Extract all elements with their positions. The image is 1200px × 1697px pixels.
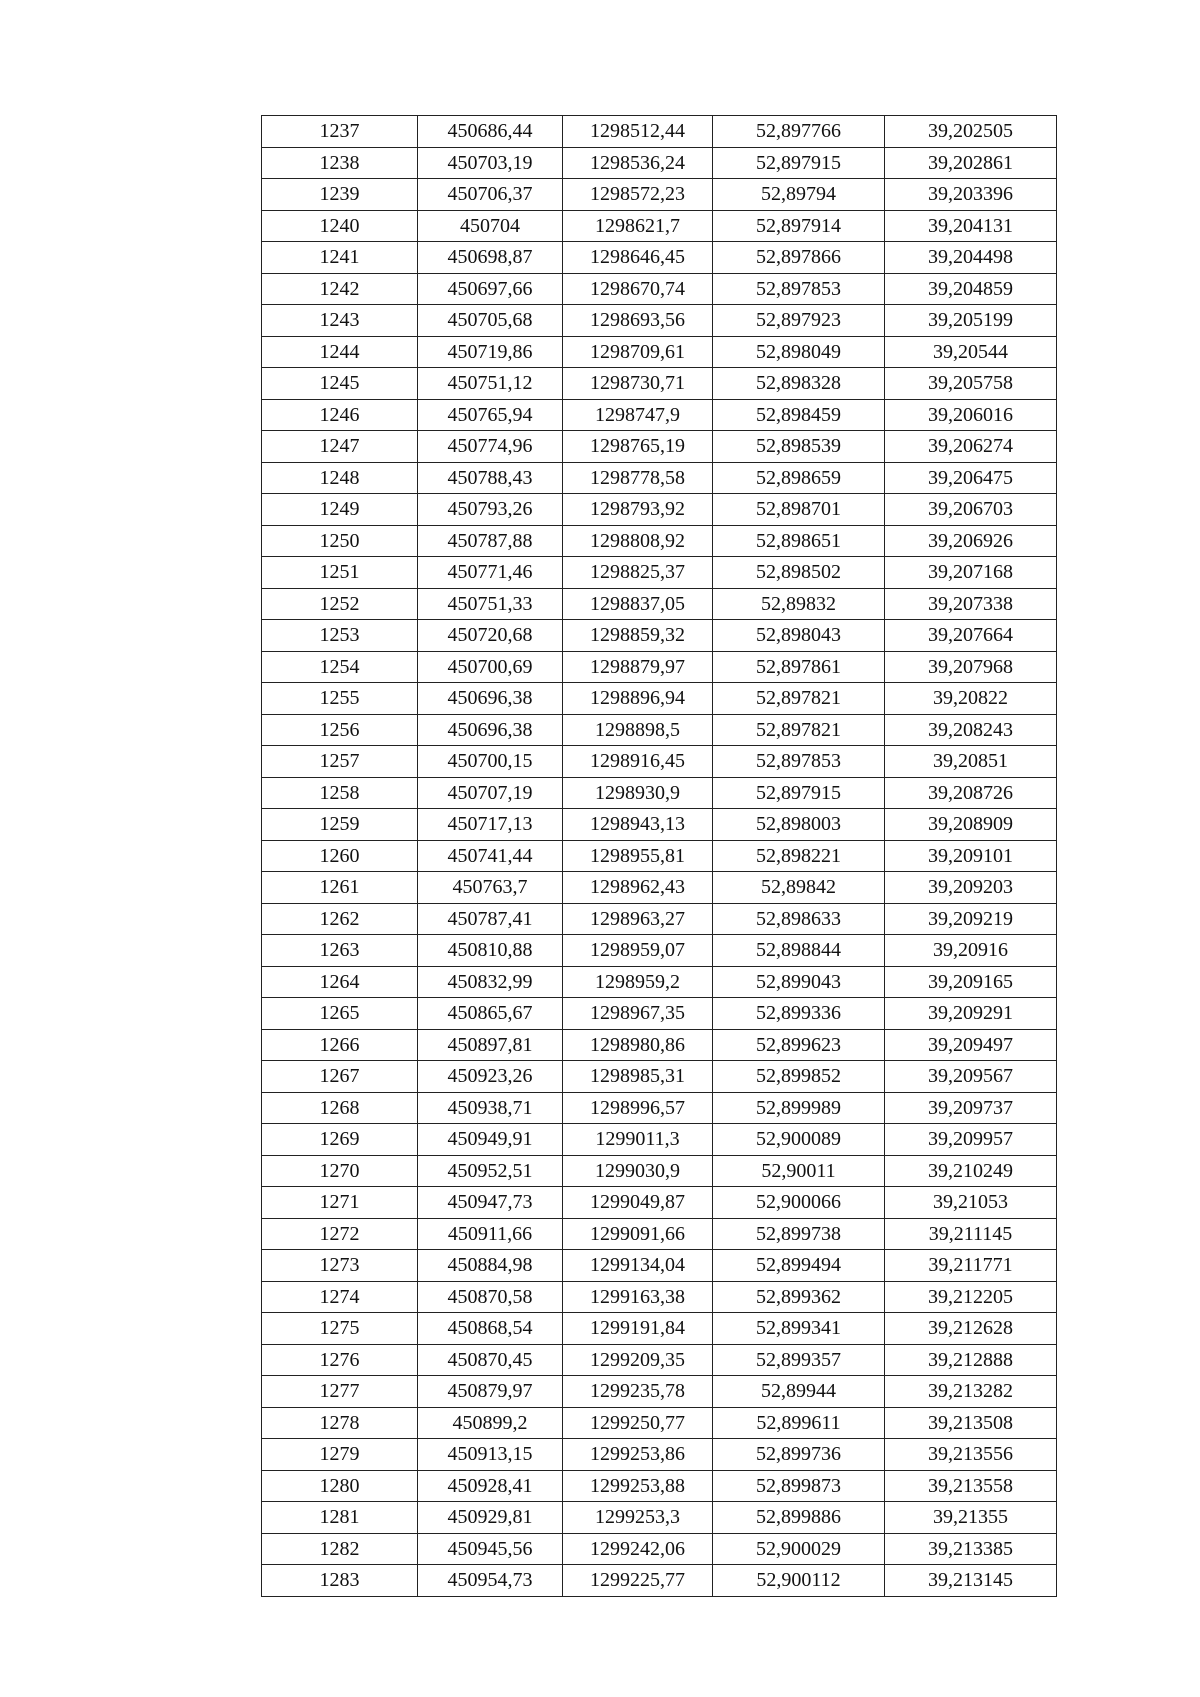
table-row bbox=[262, 1407, 1057, 1439]
x-coordinate-cell: 450793,26 bbox=[418, 494, 563, 526]
x-coordinate-cell: 450700,15 bbox=[418, 746, 563, 778]
longitude-cell: 39,207664 bbox=[885, 620, 1057, 652]
y-coordinate-cell: 1299163,38 bbox=[563, 1281, 713, 1313]
y-coordinate-cell: 1298967,35 bbox=[563, 998, 713, 1030]
table-row bbox=[262, 1281, 1057, 1313]
x-coordinate-cell: 450719,86 bbox=[418, 336, 563, 368]
point-number-cell: 1253 bbox=[262, 620, 418, 652]
latitude-cell: 52,897766 bbox=[713, 116, 885, 148]
latitude-cell: 52,897821 bbox=[713, 683, 885, 715]
y-coordinate-cell: 1298879,97 bbox=[563, 651, 713, 683]
table-row bbox=[262, 935, 1057, 967]
y-coordinate-cell: 1298963,27 bbox=[563, 903, 713, 935]
y-coordinate-cell: 1299209,35 bbox=[563, 1344, 713, 1376]
table-row bbox=[262, 683, 1057, 715]
y-coordinate-cell: 1298709,61 bbox=[563, 336, 713, 368]
x-coordinate-cell: 450928,41 bbox=[418, 1470, 563, 1502]
longitude-cell: 39,208909 bbox=[885, 809, 1057, 841]
x-coordinate-cell: 450751,12 bbox=[418, 368, 563, 400]
point-number-cell: 1256 bbox=[262, 714, 418, 746]
latitude-cell: 52,900112 bbox=[713, 1565, 885, 1597]
y-coordinate-cell: 1298646,45 bbox=[563, 242, 713, 274]
latitude-cell: 52,900066 bbox=[713, 1187, 885, 1219]
table-row bbox=[262, 147, 1057, 179]
table-row bbox=[262, 1029, 1057, 1061]
x-coordinate-cell: 450938,71 bbox=[418, 1092, 563, 1124]
point-number-cell: 1247 bbox=[262, 431, 418, 463]
latitude-cell: 52,898844 bbox=[713, 935, 885, 967]
longitude-cell: 39,209291 bbox=[885, 998, 1057, 1030]
point-number-cell: 1237 bbox=[262, 116, 418, 148]
point-number-cell: 1282 bbox=[262, 1533, 418, 1565]
longitude-cell: 39,208243 bbox=[885, 714, 1057, 746]
point-number-cell: 1271 bbox=[262, 1187, 418, 1219]
table-row bbox=[262, 1124, 1057, 1156]
table-row bbox=[262, 462, 1057, 494]
longitude-cell: 39,202861 bbox=[885, 147, 1057, 179]
x-coordinate-cell: 450787,88 bbox=[418, 525, 563, 557]
longitude-cell: 39,209101 bbox=[885, 840, 1057, 872]
point-number-cell: 1267 bbox=[262, 1061, 418, 1093]
y-coordinate-cell: 1298621,7 bbox=[563, 210, 713, 242]
longitude-cell: 39,212628 bbox=[885, 1313, 1057, 1345]
point-number-cell: 1281 bbox=[262, 1502, 418, 1534]
longitude-cell: 39,20544 bbox=[885, 336, 1057, 368]
x-coordinate-cell: 450765,94 bbox=[418, 399, 563, 431]
latitude-cell: 52,899989 bbox=[713, 1092, 885, 1124]
longitude-cell: 39,213282 bbox=[885, 1376, 1057, 1408]
longitude-cell: 39,207168 bbox=[885, 557, 1057, 589]
table-row bbox=[262, 1502, 1057, 1534]
x-coordinate-cell: 450696,38 bbox=[418, 714, 563, 746]
longitude-cell: 39,203396 bbox=[885, 179, 1057, 211]
y-coordinate-cell: 1298670,74 bbox=[563, 273, 713, 305]
y-coordinate-cell: 1298793,92 bbox=[563, 494, 713, 526]
table-row bbox=[262, 1187, 1057, 1219]
y-coordinate-cell: 1299091,66 bbox=[563, 1218, 713, 1250]
longitude-cell: 39,209165 bbox=[885, 966, 1057, 998]
point-number-cell: 1275 bbox=[262, 1313, 418, 1345]
x-coordinate-cell: 450787,41 bbox=[418, 903, 563, 935]
y-coordinate-cell: 1298930,9 bbox=[563, 777, 713, 809]
latitude-cell: 52,897915 bbox=[713, 777, 885, 809]
coordinates-table-body bbox=[262, 116, 1057, 1597]
longitude-cell: 39,209567 bbox=[885, 1061, 1057, 1093]
point-number-cell: 1266 bbox=[262, 1029, 418, 1061]
point-number-cell: 1277 bbox=[262, 1376, 418, 1408]
y-coordinate-cell: 1298765,19 bbox=[563, 431, 713, 463]
longitude-cell: 39,212888 bbox=[885, 1344, 1057, 1376]
y-coordinate-cell: 1298955,81 bbox=[563, 840, 713, 872]
longitude-cell: 39,206274 bbox=[885, 431, 1057, 463]
point-number-cell: 1255 bbox=[262, 683, 418, 715]
point-number-cell: 1273 bbox=[262, 1250, 418, 1282]
point-number-cell: 1245 bbox=[262, 368, 418, 400]
point-number-cell: 1264 bbox=[262, 966, 418, 998]
latitude-cell: 52,898221 bbox=[713, 840, 885, 872]
y-coordinate-cell: 1299253,3 bbox=[563, 1502, 713, 1534]
x-coordinate-cell: 450771,46 bbox=[418, 557, 563, 589]
latitude-cell: 52,899623 bbox=[713, 1029, 885, 1061]
longitude-cell: 39,209203 bbox=[885, 872, 1057, 904]
point-number-cell: 1250 bbox=[262, 525, 418, 557]
y-coordinate-cell: 1298959,2 bbox=[563, 966, 713, 998]
table-row bbox=[262, 1092, 1057, 1124]
longitude-cell: 39,206926 bbox=[885, 525, 1057, 557]
table-row bbox=[262, 1344, 1057, 1376]
y-coordinate-cell: 1299134,04 bbox=[563, 1250, 713, 1282]
point-number-cell: 1261 bbox=[262, 872, 418, 904]
table-row bbox=[262, 620, 1057, 652]
latitude-cell: 52,89944 bbox=[713, 1376, 885, 1408]
y-coordinate-cell: 1298837,05 bbox=[563, 588, 713, 620]
latitude-cell: 52,899341 bbox=[713, 1313, 885, 1345]
longitude-cell: 39,211145 bbox=[885, 1218, 1057, 1250]
latitude-cell: 52,899494 bbox=[713, 1250, 885, 1282]
longitude-cell: 39,213556 bbox=[885, 1439, 1057, 1471]
point-number-cell: 1241 bbox=[262, 242, 418, 274]
table-row bbox=[262, 273, 1057, 305]
longitude-cell: 39,21355 bbox=[885, 1502, 1057, 1534]
table-row bbox=[262, 998, 1057, 1030]
x-coordinate-cell: 450954,73 bbox=[418, 1565, 563, 1597]
latitude-cell: 52,898539 bbox=[713, 431, 885, 463]
latitude-cell: 52,89794 bbox=[713, 179, 885, 211]
y-coordinate-cell: 1298959,07 bbox=[563, 935, 713, 967]
x-coordinate-cell: 450947,73 bbox=[418, 1187, 563, 1219]
point-number-cell: 1276 bbox=[262, 1344, 418, 1376]
longitude-cell: 39,209219 bbox=[885, 903, 1057, 935]
table-row bbox=[262, 1470, 1057, 1502]
x-coordinate-cell: 450899,2 bbox=[418, 1407, 563, 1439]
table-row bbox=[262, 525, 1057, 557]
point-number-cell: 1274 bbox=[262, 1281, 418, 1313]
x-coordinate-cell: 450945,56 bbox=[418, 1533, 563, 1565]
point-number-cell: 1278 bbox=[262, 1407, 418, 1439]
table-row bbox=[262, 746, 1057, 778]
y-coordinate-cell: 1299030,9 bbox=[563, 1155, 713, 1187]
longitude-cell: 39,20822 bbox=[885, 683, 1057, 715]
table-row bbox=[262, 179, 1057, 211]
x-coordinate-cell: 450720,68 bbox=[418, 620, 563, 652]
latitude-cell: 52,899886 bbox=[713, 1502, 885, 1534]
y-coordinate-cell: 1299235,78 bbox=[563, 1376, 713, 1408]
point-number-cell: 1238 bbox=[262, 147, 418, 179]
latitude-cell: 52,898459 bbox=[713, 399, 885, 431]
latitude-cell: 52,898659 bbox=[713, 462, 885, 494]
x-coordinate-cell: 450832,99 bbox=[418, 966, 563, 998]
longitude-cell: 39,211771 bbox=[885, 1250, 1057, 1282]
longitude-cell: 39,204131 bbox=[885, 210, 1057, 242]
y-coordinate-cell: 1298572,23 bbox=[563, 179, 713, 211]
latitude-cell: 52,899336 bbox=[713, 998, 885, 1030]
latitude-cell: 52,898651 bbox=[713, 525, 885, 557]
latitude-cell: 52,897866 bbox=[713, 242, 885, 274]
longitude-cell: 39,205758 bbox=[885, 368, 1057, 400]
point-number-cell: 1270 bbox=[262, 1155, 418, 1187]
latitude-cell: 52,899736 bbox=[713, 1439, 885, 1471]
table-row bbox=[262, 1565, 1057, 1597]
table-row bbox=[262, 1061, 1057, 1093]
latitude-cell: 52,900089 bbox=[713, 1124, 885, 1156]
point-number-cell: 1262 bbox=[262, 903, 418, 935]
x-coordinate-cell: 450707,19 bbox=[418, 777, 563, 809]
point-number-cell: 1257 bbox=[262, 746, 418, 778]
point-number-cell: 1258 bbox=[262, 777, 418, 809]
table-row bbox=[262, 1439, 1057, 1471]
latitude-cell: 52,897915 bbox=[713, 147, 885, 179]
x-coordinate-cell: 450911,66 bbox=[418, 1218, 563, 1250]
point-number-cell: 1254 bbox=[262, 651, 418, 683]
latitude-cell: 52,898049 bbox=[713, 336, 885, 368]
y-coordinate-cell: 1298512,44 bbox=[563, 116, 713, 148]
table-row bbox=[262, 966, 1057, 998]
y-coordinate-cell: 1298747,9 bbox=[563, 399, 713, 431]
longitude-cell: 39,213508 bbox=[885, 1407, 1057, 1439]
y-coordinate-cell: 1298536,24 bbox=[563, 147, 713, 179]
latitude-cell: 52,897853 bbox=[713, 746, 885, 778]
point-number-cell: 1251 bbox=[262, 557, 418, 589]
longitude-cell: 39,206016 bbox=[885, 399, 1057, 431]
table-row bbox=[262, 1313, 1057, 1345]
x-coordinate-cell: 450865,67 bbox=[418, 998, 563, 1030]
y-coordinate-cell: 1298898,5 bbox=[563, 714, 713, 746]
table-row bbox=[262, 1250, 1057, 1282]
y-coordinate-cell: 1298730,71 bbox=[563, 368, 713, 400]
y-coordinate-cell: 1298859,32 bbox=[563, 620, 713, 652]
point-number-cell: 1240 bbox=[262, 210, 418, 242]
latitude-cell: 52,90011 bbox=[713, 1155, 885, 1187]
x-coordinate-cell: 450705,68 bbox=[418, 305, 563, 337]
latitude-cell: 52,897821 bbox=[713, 714, 885, 746]
latitude-cell: 52,899873 bbox=[713, 1470, 885, 1502]
longitude-cell: 39,205199 bbox=[885, 305, 1057, 337]
longitude-cell: 39,206703 bbox=[885, 494, 1057, 526]
longitude-cell: 39,208726 bbox=[885, 777, 1057, 809]
y-coordinate-cell: 1298693,56 bbox=[563, 305, 713, 337]
table-row bbox=[262, 399, 1057, 431]
x-coordinate-cell: 450774,96 bbox=[418, 431, 563, 463]
point-number-cell: 1246 bbox=[262, 399, 418, 431]
latitude-cell: 52,898043 bbox=[713, 620, 885, 652]
x-coordinate-cell: 450923,26 bbox=[418, 1061, 563, 1093]
table-row bbox=[262, 305, 1057, 337]
latitude-cell: 52,898003 bbox=[713, 809, 885, 841]
latitude-cell: 52,898328 bbox=[713, 368, 885, 400]
latitude-cell: 52,899357 bbox=[713, 1344, 885, 1376]
x-coordinate-cell: 450698,87 bbox=[418, 242, 563, 274]
latitude-cell: 52,89842 bbox=[713, 872, 885, 904]
longitude-cell: 39,209737 bbox=[885, 1092, 1057, 1124]
table-row bbox=[262, 1155, 1057, 1187]
x-coordinate-cell: 450897,81 bbox=[418, 1029, 563, 1061]
latitude-cell: 52,898701 bbox=[713, 494, 885, 526]
x-coordinate-cell: 450879,97 bbox=[418, 1376, 563, 1408]
x-coordinate-cell: 450741,44 bbox=[418, 840, 563, 872]
point-number-cell: 1243 bbox=[262, 305, 418, 337]
point-number-cell: 1269 bbox=[262, 1124, 418, 1156]
latitude-cell: 52,899852 bbox=[713, 1061, 885, 1093]
latitude-cell: 52,900029 bbox=[713, 1533, 885, 1565]
y-coordinate-cell: 1299011,3 bbox=[563, 1124, 713, 1156]
longitude-cell: 39,204859 bbox=[885, 273, 1057, 305]
point-number-cell: 1259 bbox=[262, 809, 418, 841]
point-number-cell: 1248 bbox=[262, 462, 418, 494]
longitude-cell: 39,20916 bbox=[885, 935, 1057, 967]
longitude-cell: 39,21053 bbox=[885, 1187, 1057, 1219]
point-number-cell: 1252 bbox=[262, 588, 418, 620]
point-number-cell: 1283 bbox=[262, 1565, 418, 1597]
table-row bbox=[262, 903, 1057, 935]
y-coordinate-cell: 1299191,84 bbox=[563, 1313, 713, 1345]
point-number-cell: 1268 bbox=[262, 1092, 418, 1124]
x-coordinate-cell: 450751,33 bbox=[418, 588, 563, 620]
latitude-cell: 52,898502 bbox=[713, 557, 885, 589]
y-coordinate-cell: 1299225,77 bbox=[563, 1565, 713, 1597]
table-row bbox=[262, 210, 1057, 242]
x-coordinate-cell: 450703,19 bbox=[418, 147, 563, 179]
table-row bbox=[262, 242, 1057, 274]
point-number-cell: 1263 bbox=[262, 935, 418, 967]
latitude-cell: 52,897914 bbox=[713, 210, 885, 242]
longitude-cell: 39,207968 bbox=[885, 651, 1057, 683]
x-coordinate-cell: 450868,54 bbox=[418, 1313, 563, 1345]
y-coordinate-cell: 1298808,92 bbox=[563, 525, 713, 557]
table-row bbox=[262, 588, 1057, 620]
y-coordinate-cell: 1299242,06 bbox=[563, 1533, 713, 1565]
point-number-cell: 1244 bbox=[262, 336, 418, 368]
longitude-cell: 39,207338 bbox=[885, 588, 1057, 620]
longitude-cell: 39,204498 bbox=[885, 242, 1057, 274]
table-row bbox=[262, 116, 1057, 148]
longitude-cell: 39,20851 bbox=[885, 746, 1057, 778]
table-row bbox=[262, 1533, 1057, 1565]
y-coordinate-cell: 1298962,43 bbox=[563, 872, 713, 904]
point-number-cell: 1249 bbox=[262, 494, 418, 526]
point-number-cell: 1265 bbox=[262, 998, 418, 1030]
table-row bbox=[262, 494, 1057, 526]
table-row bbox=[262, 431, 1057, 463]
y-coordinate-cell: 1298825,37 bbox=[563, 557, 713, 589]
longitude-cell: 39,210249 bbox=[885, 1155, 1057, 1187]
longitude-cell: 39,213385 bbox=[885, 1533, 1057, 1565]
latitude-cell: 52,897861 bbox=[713, 651, 885, 683]
table-row bbox=[262, 1218, 1057, 1250]
table-row bbox=[262, 872, 1057, 904]
y-coordinate-cell: 1298980,86 bbox=[563, 1029, 713, 1061]
table-row bbox=[262, 809, 1057, 841]
y-coordinate-cell: 1299250,77 bbox=[563, 1407, 713, 1439]
latitude-cell: 52,898633 bbox=[713, 903, 885, 935]
x-coordinate-cell: 450913,15 bbox=[418, 1439, 563, 1471]
y-coordinate-cell: 1299253,88 bbox=[563, 1470, 713, 1502]
x-coordinate-cell: 450929,81 bbox=[418, 1502, 563, 1534]
y-coordinate-cell: 1298985,31 bbox=[563, 1061, 713, 1093]
x-coordinate-cell: 450884,98 bbox=[418, 1250, 563, 1282]
table-row bbox=[262, 840, 1057, 872]
coordinates-table bbox=[261, 115, 1057, 1597]
table-row bbox=[262, 777, 1057, 809]
longitude-cell: 39,209497 bbox=[885, 1029, 1057, 1061]
y-coordinate-cell: 1298916,45 bbox=[563, 746, 713, 778]
y-coordinate-cell: 1298996,57 bbox=[563, 1092, 713, 1124]
point-number-cell: 1280 bbox=[262, 1470, 418, 1502]
x-coordinate-cell: 450763,7 bbox=[418, 872, 563, 904]
latitude-cell: 52,899043 bbox=[713, 966, 885, 998]
table-row bbox=[262, 1376, 1057, 1408]
longitude-cell: 39,206475 bbox=[885, 462, 1057, 494]
x-coordinate-cell: 450704 bbox=[418, 210, 563, 242]
latitude-cell: 52,899738 bbox=[713, 1218, 885, 1250]
x-coordinate-cell: 450870,58 bbox=[418, 1281, 563, 1313]
latitude-cell: 52,899362 bbox=[713, 1281, 885, 1313]
table-row bbox=[262, 336, 1057, 368]
x-coordinate-cell: 450717,13 bbox=[418, 809, 563, 841]
x-coordinate-cell: 450700,69 bbox=[418, 651, 563, 683]
table-row bbox=[262, 557, 1057, 589]
point-number-cell: 1279 bbox=[262, 1439, 418, 1471]
table-row bbox=[262, 368, 1057, 400]
x-coordinate-cell: 450706,37 bbox=[418, 179, 563, 211]
x-coordinate-cell: 450696,38 bbox=[418, 683, 563, 715]
y-coordinate-cell: 1298778,58 bbox=[563, 462, 713, 494]
table-row bbox=[262, 651, 1057, 683]
x-coordinate-cell: 450788,43 bbox=[418, 462, 563, 494]
longitude-cell: 39,213558 bbox=[885, 1470, 1057, 1502]
latitude-cell: 52,899611 bbox=[713, 1407, 885, 1439]
latitude-cell: 52,89832 bbox=[713, 588, 885, 620]
x-coordinate-cell: 450870,45 bbox=[418, 1344, 563, 1376]
y-coordinate-cell: 1298943,13 bbox=[563, 809, 713, 841]
x-coordinate-cell: 450810,88 bbox=[418, 935, 563, 967]
longitude-cell: 39,209957 bbox=[885, 1124, 1057, 1156]
point-number-cell: 1239 bbox=[262, 179, 418, 211]
y-coordinate-cell: 1299253,86 bbox=[563, 1439, 713, 1471]
x-coordinate-cell: 450686,44 bbox=[418, 116, 563, 148]
longitude-cell: 39,212205 bbox=[885, 1281, 1057, 1313]
longitude-cell: 39,213145 bbox=[885, 1565, 1057, 1597]
table-row bbox=[262, 714, 1057, 746]
x-coordinate-cell: 450949,91 bbox=[418, 1124, 563, 1156]
longitude-cell: 39,202505 bbox=[885, 116, 1057, 148]
y-coordinate-cell: 1299049,87 bbox=[563, 1187, 713, 1219]
point-number-cell: 1272 bbox=[262, 1218, 418, 1250]
x-coordinate-cell: 450952,51 bbox=[418, 1155, 563, 1187]
latitude-cell: 52,897853 bbox=[713, 273, 885, 305]
point-number-cell: 1242 bbox=[262, 273, 418, 305]
latitude-cell: 52,897923 bbox=[713, 305, 885, 337]
x-coordinate-cell: 450697,66 bbox=[418, 273, 563, 305]
y-coordinate-cell: 1298896,94 bbox=[563, 683, 713, 715]
point-number-cell: 1260 bbox=[262, 840, 418, 872]
